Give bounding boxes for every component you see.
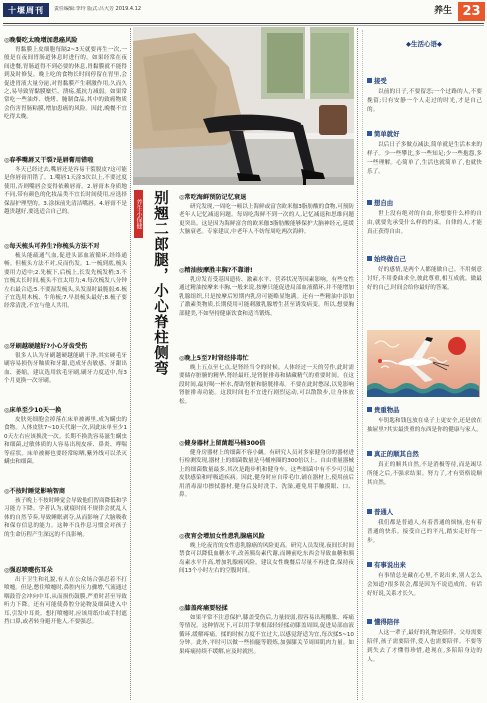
article: [179, 604, 354, 700]
quote-section-heading: [367, 508, 482, 517]
square-bullet-icon: [367, 407, 372, 412]
square-bullet-icon: [367, 131, 372, 136]
feature-title: 别翘二郎腿，小心脊柱侧弯: [152, 190, 169, 376]
square-bullet-icon: [367, 78, 372, 83]
quote-section-title: 简单就好: [374, 130, 400, 138]
quote-section-heading: [367, 618, 482, 627]
article-body: 冬天已经过去,嘴唇还是容易干裂脱皮?这可能是你唇膏用错了。1.嘴唇1天涂3次以上,不要过度使用,否则嘴唇会变得依赖唇膏。2.唇膏本身质地不同,带有颜色的化妆品类不宜长时间使用,应选择保湿护理型的。3.涂抹前先清洁嘴唇。4.唇膏不是越贵越好,要选适合自己的。: [4, 167, 127, 216]
page-number-badge: 23: [458, 2, 485, 21]
quote-section-body: 世上没有绝对的自由,你想要什么样的自由,就要先承受什么样的约束。自律的人,才能真正获得自由。: [367, 211, 482, 235]
quote-section-title: 懂得陪伴: [374, 618, 400, 626]
quote-section-body: 好的感情,是两个人都能做自己。不用刻意讨好,不用委曲求全,彼此尊重,相互成就。做最好的自己,时间会给你最好的答案。: [367, 267, 482, 291]
article-body: 孩子晚上不按时睡觉会导致他们智商降低和学习能力下降。学者认为,就寝时间不规律会扰乱人体的自然节奏,导致睡眠剥夺,从而影响了大脑吸收和保存信息的能力。这种不良作息习惯会对孩子的生命历程产生深远的不良影响。: [4, 498, 127, 538]
quote-section-heading: [367, 406, 482, 415]
article-title: ◎常吃海鲜预防记忆衰退: [179, 194, 247, 201]
article-title: ◎不按时睡觉影响智商: [4, 488, 66, 495]
quote-section-title: 普通人: [374, 508, 394, 516]
article: [179, 354, 354, 438]
square-bullet-icon: [367, 451, 372, 456]
quote-section-title: 想自由: [374, 199, 394, 207]
quote-section: [367, 199, 482, 254]
article: [4, 487, 127, 564]
quote-section-body: 我们都是普通人,有着普通的烦恼,也有着普通的快乐。接受自己的平凡,踏实走好每一步。: [367, 520, 482, 544]
article: [4, 406, 127, 485]
quote-section: [367, 450, 482, 507]
article: [4, 242, 127, 340]
feature-photo-crossed-legs: [133, 27, 354, 185]
article-title: ◎夜宵会增加女性患乳腺癌风险: [179, 533, 265, 540]
header-rule: [3, 23, 484, 26]
article: [179, 439, 354, 531]
article-body: 胃黏膜上皮细胞每隔2~3天就要再生一次,一般是在夜间胃肠道休息时进行的。如果经常在夜间进餐,胃肠道得不到必要的休息,胃黏膜就不能得到及时修复。晚上吃的食物长时间停留在胃里,会促进胃液大量分泌,对胃黏膜产生刺激作用,久而久之,易导致胃黏膜糜烂、溃疡,抵抗力减弱。如果常常吃一些油炸、烧烤、腌制食品,其中的致癌物质会伤害胃肠粘膜,增加患癌的风险。因此,晚餐不宜吃得太晚。: [4, 47, 127, 121]
article-body: 皮肤死细胞会掉落在床单被褥里,成为螨虫的食物。人体皮肤7~10天代谢一次,因此床单至少10天左右应该换洗一次。长期不换洗容易滋生螨虫和细菌,过敏体质的人容易出现皮疹、鼻炎、哮喘等症状。床单被褥也要经常晾晒,紫外线可以杀灭螨虫和细菌。: [4, 417, 127, 466]
quote-section-heading: [367, 561, 482, 570]
quote-section: [367, 508, 482, 560]
column-divider: [357, 28, 358, 700]
article-title: ◎膝盖疼痛要轻揉: [179, 605, 228, 612]
square-bullet-icon: [367, 619, 372, 624]
quote-section-title: 贵重物品: [374, 406, 400, 414]
quote-section: [367, 130, 482, 198]
quote-section-body: 人这一辈子,最好的礼物是陪伴。父母需要陪伴,孩子需要陪伴,爱人也需要陪伴。不要等到失去了才懂得珍惜,趁现在,多陪陪身边的人。: [367, 630, 482, 663]
quote-section-title: 真正的顺其自然: [374, 450, 419, 458]
article-title: ◎健身器材上留菌超马桶300倍: [179, 440, 266, 447]
quote-section-title: 始终做自己: [374, 255, 406, 263]
article-body: 研究发现,一周吃一顿以上海鲜或富含欧米伽3脂肪酸的食物,可预防老年人记忆减退问题。每周吃海鲜不到一次的人,记忆减退和思维问题更突出。这是因为海鲜富含的欧米伽3脂肪酸能够保护大脑神经元,延缓大脑衰老。专家建议,中老年人不妨每周吃两次海鲜。: [179, 204, 354, 236]
quote-section: [367, 618, 482, 700]
column-divider: [130, 28, 131, 700]
article: [179, 532, 354, 602]
middle-column: [179, 190, 354, 700]
article: [4, 566, 127, 700]
feature-tag: 养生小保健: [134, 190, 143, 238]
quote-section-body: 以后日子多做点减法,简单就是生活本来的样子。少一些攀比,多一些知足;少一些抱怨,多一些理解。心简单了,生活也就简单了,也就快乐了。: [367, 142, 482, 175]
article-body: 出于卫生和礼貌,有人在公众场合强忍着不打喷嚏。但是,憋住喷嚏时,鼻腔内压力骤增,气流通过咽鼓管会冲向中耳,从而损伤鼓膜,严重时甚至导致听力下降。还有可能使鼻腔分泌物及细菌进入中耳,引发中耳炎。想打喷嚏时,应该用纸巾或手肘遮挡口鼻,或者转身避开他人,不要强忍。: [4, 577, 127, 626]
right-column-header: ◆生活心语◆: [406, 40, 442, 48]
article-body: 很多人认为牙刷越硬越能刷干净,其实硬毛牙刷容易损伤牙釉质和牙龈,造成牙齿敏感、牙龈出血、萎缩。建议选用软毛牙刷,刷牙力度适中,每3个月更换一次牙刷。: [4, 353, 127, 385]
quote-section-heading: [367, 130, 482, 139]
quote-section-body: 有事情总是藏在心里,不说出来,别人怎么会知道?很多误会,都是因为不说造成的。有话好好说,关系才长久。: [367, 573, 482, 597]
quote-section-heading: [367, 199, 482, 208]
article-title: ◎强忍喷嚏伤耳朵: [4, 567, 53, 574]
quote-section: [367, 406, 482, 449]
crane-painting-illustration: [367, 330, 480, 397]
article-body: 如果平常不注意保护,膝盖受伤后,力量较弱,很容易出现酸胀、疼痛等情况。这种情况下,可以用手掌根部轻轻揉动膝盖周围,促进局部血液循环,缓解疼痛。揉的时候力度不宜过大,以感觉舒适为宜,每次揉5~10分钟。此外,平时可以做一些抬腿等锻炼,加强膝关节周围肌肉力量。如果疼痛持续不缓解,应及时就医。: [179, 615, 354, 655]
feature-photo-svg: [133, 27, 354, 185]
article: [4, 342, 127, 406]
quote-section-title: 接受: [374, 77, 387, 85]
quote-section-body: 以前的日子,不要留恋;一个过路的人,不要挽留;只有安静一个人走过的时光,才是自己的。: [367, 89, 482, 113]
article: [4, 36, 127, 156]
article-title: ◎每天梳头可养生?你梳头方法不对: [4, 243, 100, 250]
photo-handbag: [319, 105, 347, 135]
quote-section-title: 有事说出来: [374, 561, 406, 569]
article: [4, 156, 127, 240]
article-body: 晚上五点至七点,是肾经当令的时候。人体经过一天的劳作,此时需要储存脏腑的精华,肾经最旺,是肾脏排毒和储藏精气的重要时间。在这段时间,最好喝一杯水,帮助肾脏和膀胱排毒。不要在此时憋尿,以免影响肾脏排毒功能。这段时间也不宜进行剧烈运动,可以散散步,让身体放松。: [179, 365, 354, 405]
article-body: 梳头能疏通气血,促进头部血液循环,经络通畅。但梳头方法不对,反而伤发。1.一梳到底,梳头要用力适中;2.先梳下,后梳上,长发先梳发梢;3.不宜梳太长时间,梳头不宜太用力;4.每次梳发八分钟左右最合适;5.不要湿发梳头,头发湿时最脆弱;6.梳子宜选用木梳、牛角梳;7.早晨梳头最好;8.梳子要经常清洗,不宜与他人共用。: [4, 253, 127, 310]
article: [179, 266, 354, 352]
square-bullet-icon: [367, 200, 372, 205]
article-title: ◎牙刷越硬越好?小心牙齿受伤: [4, 343, 88, 350]
painting-svg: [367, 330, 480, 397]
photo-window: [261, 27, 354, 99]
article-body: 乳房发育受基因遗传、激素水平、营养状况等因素影响。有些女性通过精油按摩来丰胸,一般来说,按摩只能促进局部血液循环,并不能增加乳腺组织,只是按摩后短期内乳房可能略显饱满。还有一些精油中添加了激素类物质,长期使用可能刺激乳腺增生甚至诱发病变。所以,想要胸部健美,不如坚持健康饮食和适当锻炼。: [179, 277, 354, 317]
square-bullet-icon: [367, 509, 372, 514]
quote-section: [367, 77, 482, 129]
article-title: ◎床单至少10天一换: [4, 407, 62, 414]
quote-section-body: 车钥匙和钱包放在桌子上更安全,还是放在抽屉里?其实最贵重的东西是你的健康与家人。: [367, 418, 482, 433]
section-name: 养生: [434, 6, 453, 16]
quote-section-body: 真正的顺其自然,不是消极等待,而是竭尽所能之后,不强求结果。努力了,才有资格说顺其自然。: [367, 462, 482, 486]
masthead-logo: 十堰周刊: [3, 3, 49, 17]
article-body: 晚上吃夜宵的女性患乳腺癌的风险更高。研究人员发现,夜间长时间禁食可以降低血糖水平,改善胰岛素代谢,而睡前吃东西会导致血糖和胰岛素水平升高,增加乳腺癌风险。建议女性晚餐后尽量不再进食,保持夜间13个小时左右的空腹时间。: [179, 543, 354, 575]
article-title: ◎精油按摩胜丰胸?不靠谱!: [179, 267, 253, 274]
editor-credits: 责任编辑:李玲 版式:吕大芳 2019.4.12: [54, 6, 141, 12]
article: [179, 193, 354, 265]
quote-section-heading: [367, 77, 482, 86]
article-title: ◎晚餐吃太晚增加患癌风险: [4, 37, 78, 44]
article-body: 健身房器材上的细菌不容小觑。有研究人员对多家健身房的器材进行检测发现,器材上的细菌数量是马桶座圈的300倍以上。自由重量器械上的细菌数量最多,其次是跑步机和健身车。这些细菌中有不少可引起皮肤感染和呼吸道疾病。因此,健身时应自带毛巾,铺在器材上,使用前后用消毒湿巾擦拭器材,健身后及时洗手、洗澡,避免用手触摸眼、口、鼻。: [179, 450, 354, 499]
square-bullet-icon: [367, 562, 372, 567]
article-title: ◎晚上5至7时肾经排毒忙: [179, 355, 249, 362]
quote-section-heading: [367, 450, 482, 459]
red-sun: [448, 337, 466, 355]
left-column: [4, 30, 127, 700]
quote-section-heading: [367, 255, 482, 264]
quote-section: [367, 561, 482, 617]
article-title: ◎春季嘴唇又干裂?是唇膏用错啦: [4, 157, 94, 164]
quote-section: [367, 255, 482, 327]
square-bullet-icon: [367, 256, 372, 261]
